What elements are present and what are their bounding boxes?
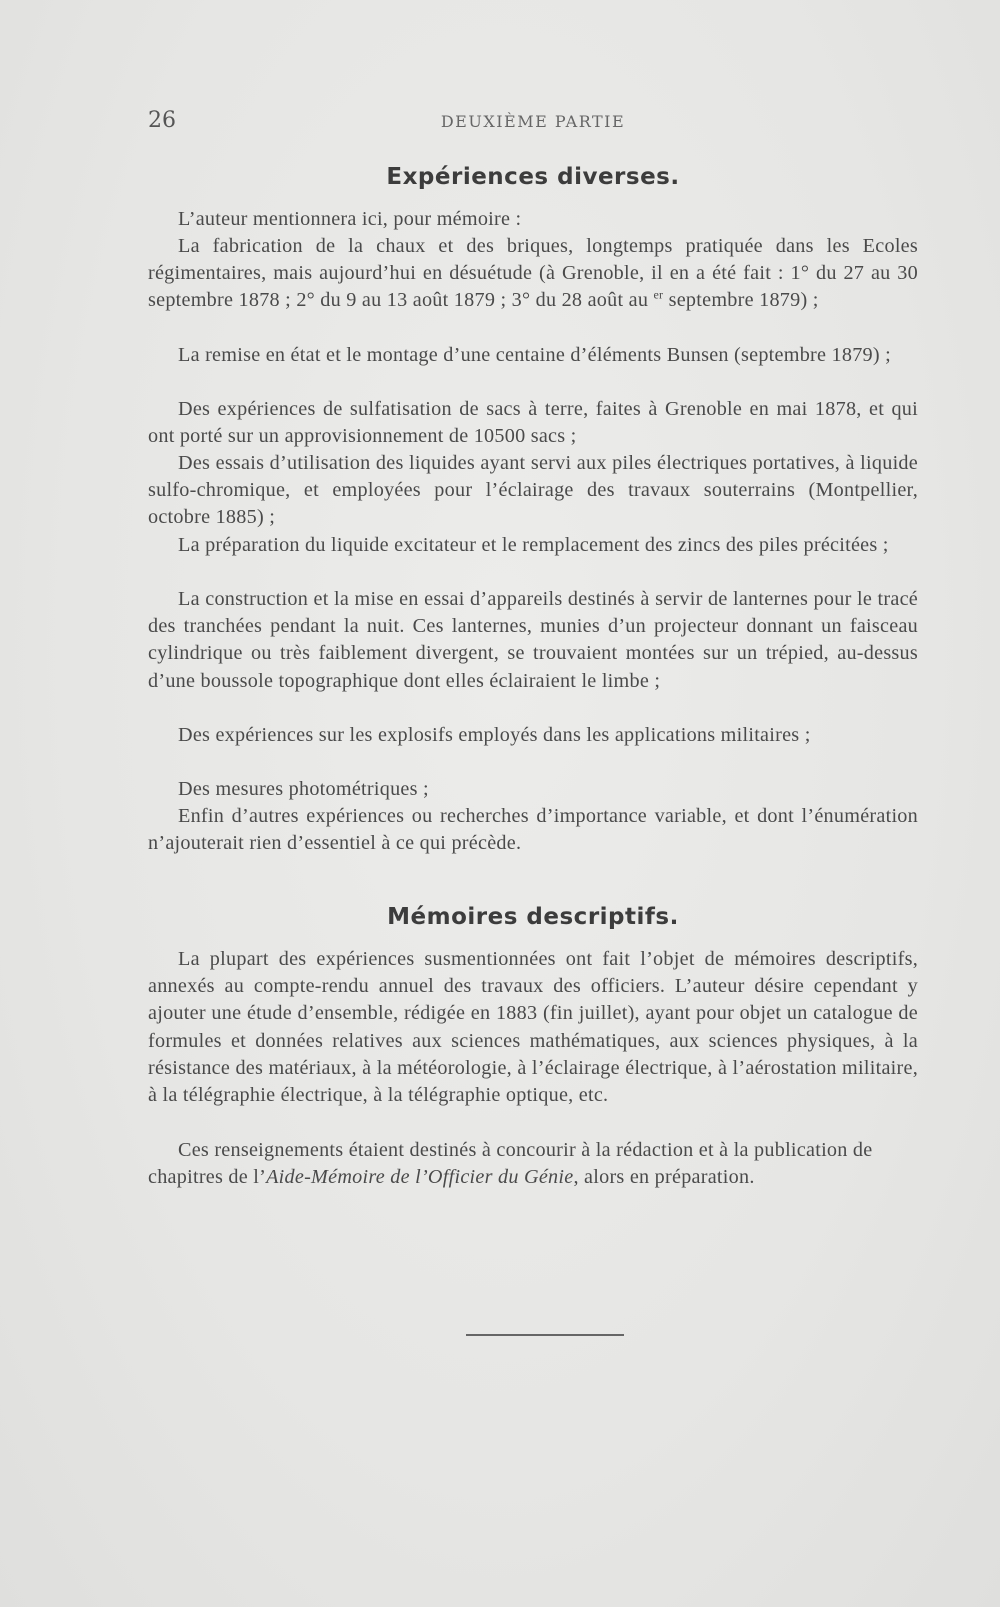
page-header xyxy=(148,108,918,138)
paragraph: Des expériences de sulfatisation de sacs à terre, faites à Grenoble en mai 1878, et qui ont porté sur un approvisionnement de 10500 sacs ; xyxy=(148,398,918,448)
end-rule xyxy=(466,1334,624,1336)
paragraph: La plupart des expériences susmentionnées ont fait l’objet de mémoires descriptifs, annexés au compte-rendu annuel des travaux des officiers. L’auteur désire cependant y ajouter une étude d’ensemble, rédigée en 1883 (fin juillet), ayant pour objet un catalogue de formules et données relatives aux sciences mathématiques, aux sciences physiques, à la résistance des matériaux, à la météorologie, à l’éclairage électrique, à l’aérostation militaire, à la télégraphie électrique, à la télégraphie optique, etc. xyxy=(148,948,918,1107)
paragraph xyxy=(148,1137,918,1191)
paragraph-text: , alors en préparation. xyxy=(573,1166,755,1189)
paragraph: La construction et la mise en essai d’appareils destinés à servir de lanternes pour le tracé des tranchées pendant la nuit. Ces lanternes, munies d’un projecteur donnant un faisceau cylindrique ou très faiblement divergent, se trouvaient montées sur un trépied, au-dessus d’une boussole topographique dont elles éclairaient le limbe ; xyxy=(148,588,918,692)
section-title-memoires: Mémoires descriptifs. xyxy=(387,904,679,930)
paragraph: Des mesures photométriques ; xyxy=(178,778,429,800)
paragraph: Enfin d’autres expériences ou recherches d’importance variable, et dont l’énumération n’ajouterait rien d’essentiel à ce qui précède. xyxy=(148,805,918,855)
page-number: 26 xyxy=(148,108,176,133)
paragraph-text: La fabrication de la chaux et des briques, longtemps pratiquée dans les Ecoles régimentaires, mais aujourd’hui en désuétude (à Grenoble, il en a été fait : 1° du 27 au 30 septembre 1878 ; 2° du 9 au 13 août 1879 ; 3° du 28 août au xyxy=(148,235,918,312)
paragraph xyxy=(148,233,918,315)
paragraph: L’auteur mentionnera ici, pour mémoire : xyxy=(178,208,522,230)
paragraph-text: Ces renseignements étaient destinés à concourir à la rédaction et à la publication de chapitres de l’ xyxy=(148,1139,873,1189)
paragraph: Des essais d’utilisation des liquides ayant servi aux piles électriques portatives, à liquide sulfo-chromique, et employées pour l’éclairage des travaux souterrains (Montpellier, octobre 1885) ; xyxy=(148,452,918,529)
paragraph: La remise en état et le montage d’une centaine d’éléments Bunsen (septembre 1879) ; xyxy=(178,344,892,366)
paragraph: La préparation du liquide excitateur et le remplacement des zincs des piles précitées ; xyxy=(178,534,889,556)
running-head: DEUXIÈME PARTIE xyxy=(440,112,626,131)
section-title-experiences: Expériences diverses. xyxy=(386,164,680,190)
book-title: Aide-Mémoire de l’Officier du Génie xyxy=(266,1166,574,1189)
paragraph-text: septembre 1879) ; xyxy=(663,289,819,312)
superscript: er xyxy=(653,287,664,302)
paragraph: Des expériences sur les explosifs employés dans les applications militaires ; xyxy=(178,724,811,746)
